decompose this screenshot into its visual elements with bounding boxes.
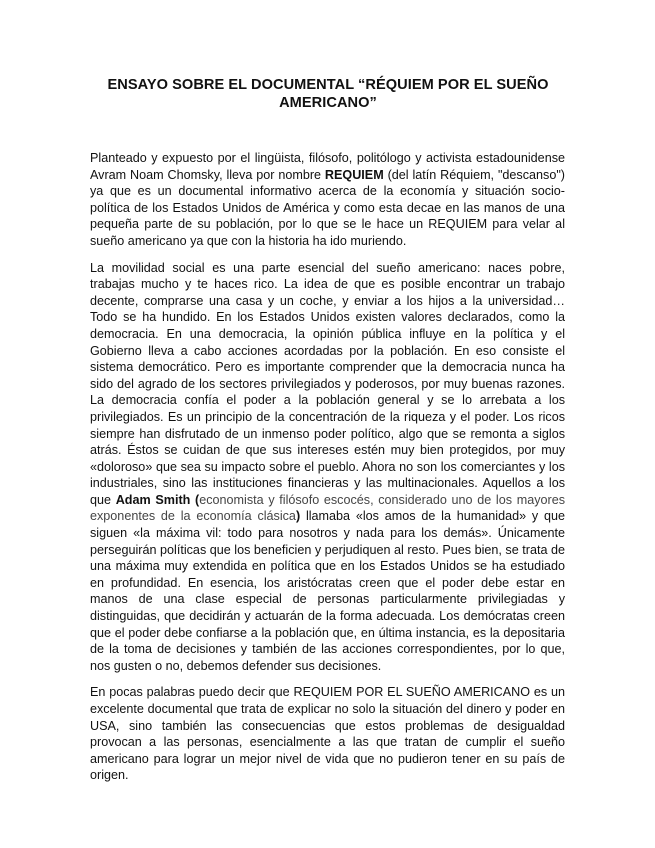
- requiem-bold: REQUIEM: [324, 167, 384, 182]
- adam-smith-bold: Adam Smith (: [115, 492, 200, 507]
- document-body: [90, 150, 565, 794]
- paragraph-2-text-b: llamaba «los amos de la humanidad» y que siguen «la máxima vil: todo para nosotros y nada para los demás». Únicamente perseguirán políticas que los beneficien y perjudiquen al resto. Pues bien, se trata de una máxima muy extendida en política que en los Estados Unidos se ha estudiado en profundidad. En esencia, los aristócratas creen que el poder debe estar en manos de una clase especial de personas particularmente privilegiadas y distinguidas, que decidirán y actuarán de la forma adecuada. Los demócratas creen que el poder debe confiarse a la población que, en última instancia, es la depositaria de la toma de decisiones y también de las acciones correspondientes, por lo que, nos gusten o no, debemos defender sus decisiones.: [90, 509, 565, 673]
- paragraph-3-text: En pocas palabras puedo decir que REQUIEM POR EL SUEÑO AMERICANO es un excelente documental que trata de explicar no solo la situación del dinero y poder en USA, sino también las consecuencias que estos problemas de desigualdad provocan a las personas, esencialmente a las que tratan de cumplir el sueño americano para lograr un mejor nivel de vida que no pudieron tener en su país de origen.: [90, 685, 565, 783]
- paragraph-2-text-a: La movilidad social es una parte esencial del sueño americano: naces pobre, trabajas mucho y te haces rico. La idea de que es posible encontrar un trabajo decente, comprarse una casa y un coche, y enviar a los hijos a la universidad… Todo se ha hundido. En los Estados Unidos existen valores declarados, como la democracia. En una democracia, la opinión pública influye en la política y el Gobierno lleva a cabo acciones acordadas por la población. En eso consiste el sistema democrático. Pero es importante comprender que la democracia nunca ha sido del agrado de los sectores privilegiados y poderosos, por muy buenas razones. La democracia confía el poder a la población general y se lo arrebata a los privilegiados. Es un principio de la concentración de la riqueza y el poder. Los ricos siempre han disfrutado de un inmenso poder político, algo que se remonta a siglos atrás. Éstos se cuidan de que sus intereses estén muy bien protegidos, por muy «doloroso» que sea su impacto sobre el pueblo. Ahora no son los comerciantes y los industriales, sino las instituciones financieras y las multinacionales. Aquellos a los que: [90, 260, 565, 507]
- closing-paren-bold: ): [295, 509, 301, 524]
- paragraph-3: [90, 684, 565, 784]
- paragraph-1-text-a: Planteado y expuesto por el lingüista, filósofo, politólogo y activista estadounidense Avram Noam Chomsky, lleva por nombre: [90, 151, 565, 182]
- adam-smith-description: economista y filósofo escocés, considerado uno de los mayores exponentes de la economía clásica: [90, 492, 565, 524]
- paragraph-1-text-b: (del latín Réquiem, "descanso") ya que es un documental informativo acerca de la economía y situación socio-política de los Estados Unidos de América y como esta decae en las manos de una pequeña parte de su población, por lo que se le hace un REQUIEM para velar al sueño americano ya que con la historia ha ido muriendo.: [90, 167, 565, 248]
- document-title: ENSAYO SOBRE EL DOCUMENTAL “RÉQUIEM POR EL SUEÑO AMERICANO”: [107, 77, 549, 111]
- paragraph-2: [90, 260, 565, 675]
- paragraph-1: [90, 150, 565, 250]
